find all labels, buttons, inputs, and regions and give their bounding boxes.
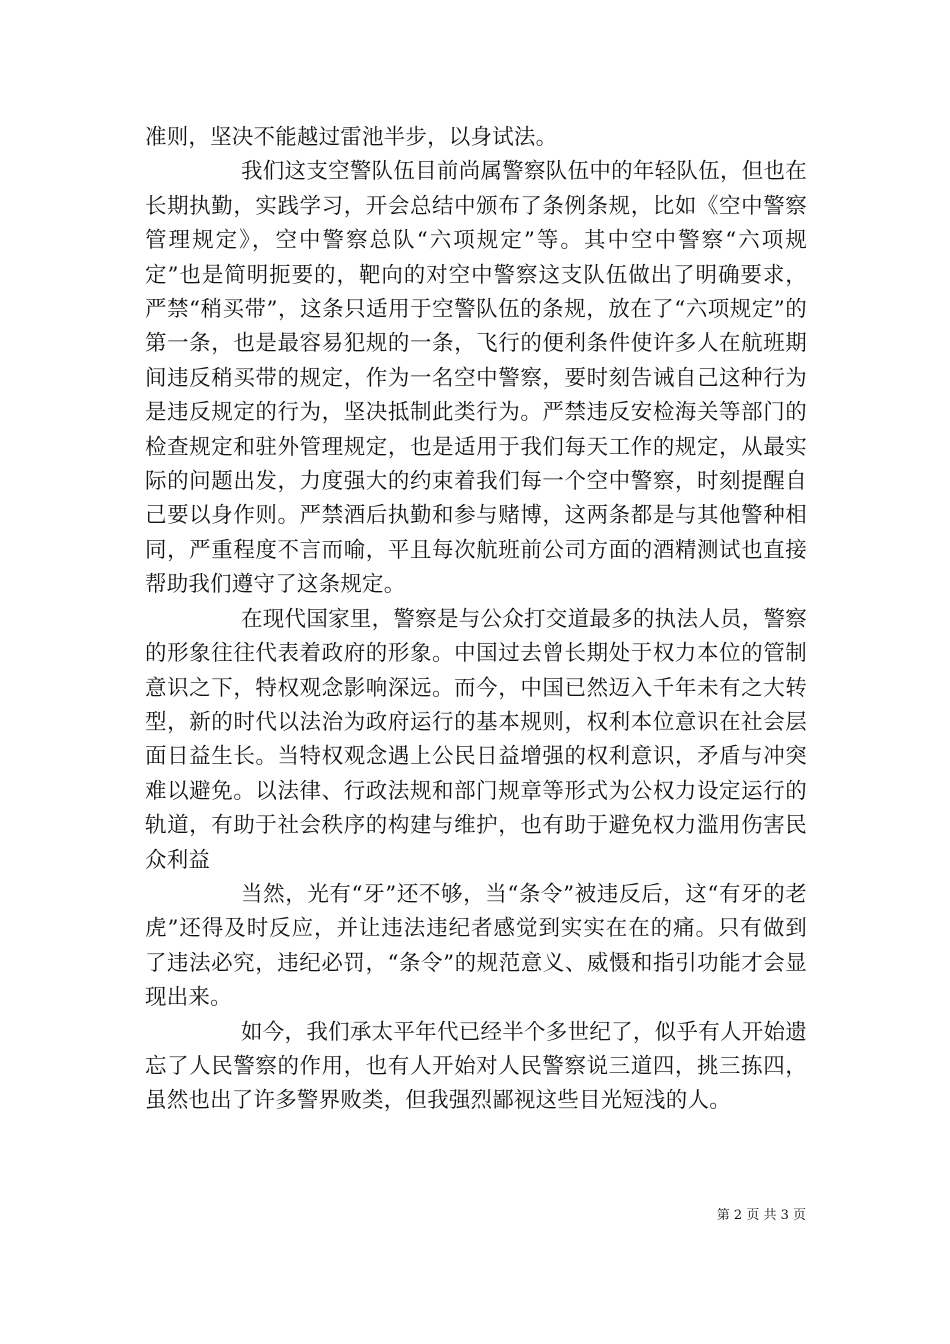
paragraph-1: 准则，坚决不能越过雷池半步，以身试法。 — [145, 125, 558, 150]
paragraph-2: 我们这支空警队伍目前尚属警察队伍中的年轻队伍，但也在长期执勤，实践学习，开会总结中颁布了条例条规，比如《空中警察管理规定》，空中警察总队“六项规定”等。其中空中警察“六项规定”也是简明扼要的，靶向的对空中警察这支队伍做出了明确要求，严禁“稍买带”，这条只适用于空警队伍的条规，放在了“六项规定”的第一条，也是最容易犯规的一条，飞行的便利条件使许多人在航班期间违反稍买带的规定，作为一名空中警察，要时刻告诫自己这种行为是违反规定的行为，坚决抵制此类行为。严禁违反安检海关等部门的检查规定和驻外管理规定，也是适用于我们每天工作的规定，从最实际的问题出发，力度强大的约束着我们每一个空中警察，时刻提醒自己要以身作则。严禁酒后执勤和参与赌博，这两条都是与其他警种相同，严重程度不言而喻，平且每次航班前公司方面的酒精测试也直接帮助我们遵守了这条规定。 — [145, 159, 807, 598]
paragraph-5: 如今，我们承太平年代已经半个多世纪了，似乎有人开始遗忘了人民警察的作用，也有人开始对人民警察说三道四，挑三拣四，虽然也出了许多警界败类，但我强烈鄙视这些目光短浅的人。 — [145, 1019, 807, 1114]
paragraph-4: 当然，光有“牙”还不够，当“条令”被违反后，这“有牙的老虎”还得及时反应，并让违法违纪者感觉到实实在在的痛。只有做到了违法必究，违纪必罚，“条令”的规范意义、威慑和指引功能才会显现出来。 — [145, 881, 807, 1011]
document-body — [145, 121, 807, 1119]
page-number-footer: 第 2 页 共 3 页 — [716, 1208, 806, 1223]
paragraph-3: 在现代国家里，警察是与公众打交道最多的执法人员，警察的形象往往代表着政府的形象。中国过去曾长期处于权力本位的管制意识之下，特权观念影响深远。而今，中国已然迈入千年未有之大转型，新的时代以法治为政府运行的基本规则，权利本位意识在社会层面日益生长。当特权观念遇上公民日益增强的权利意识，矛盾与冲突难以避免。以法律、行政法规和部门规章等形式为公权力设定运行的轨道，有助于社会秩序的构建与维护，也有助于避免权力滥用伤害民众利益 — [145, 606, 807, 873]
